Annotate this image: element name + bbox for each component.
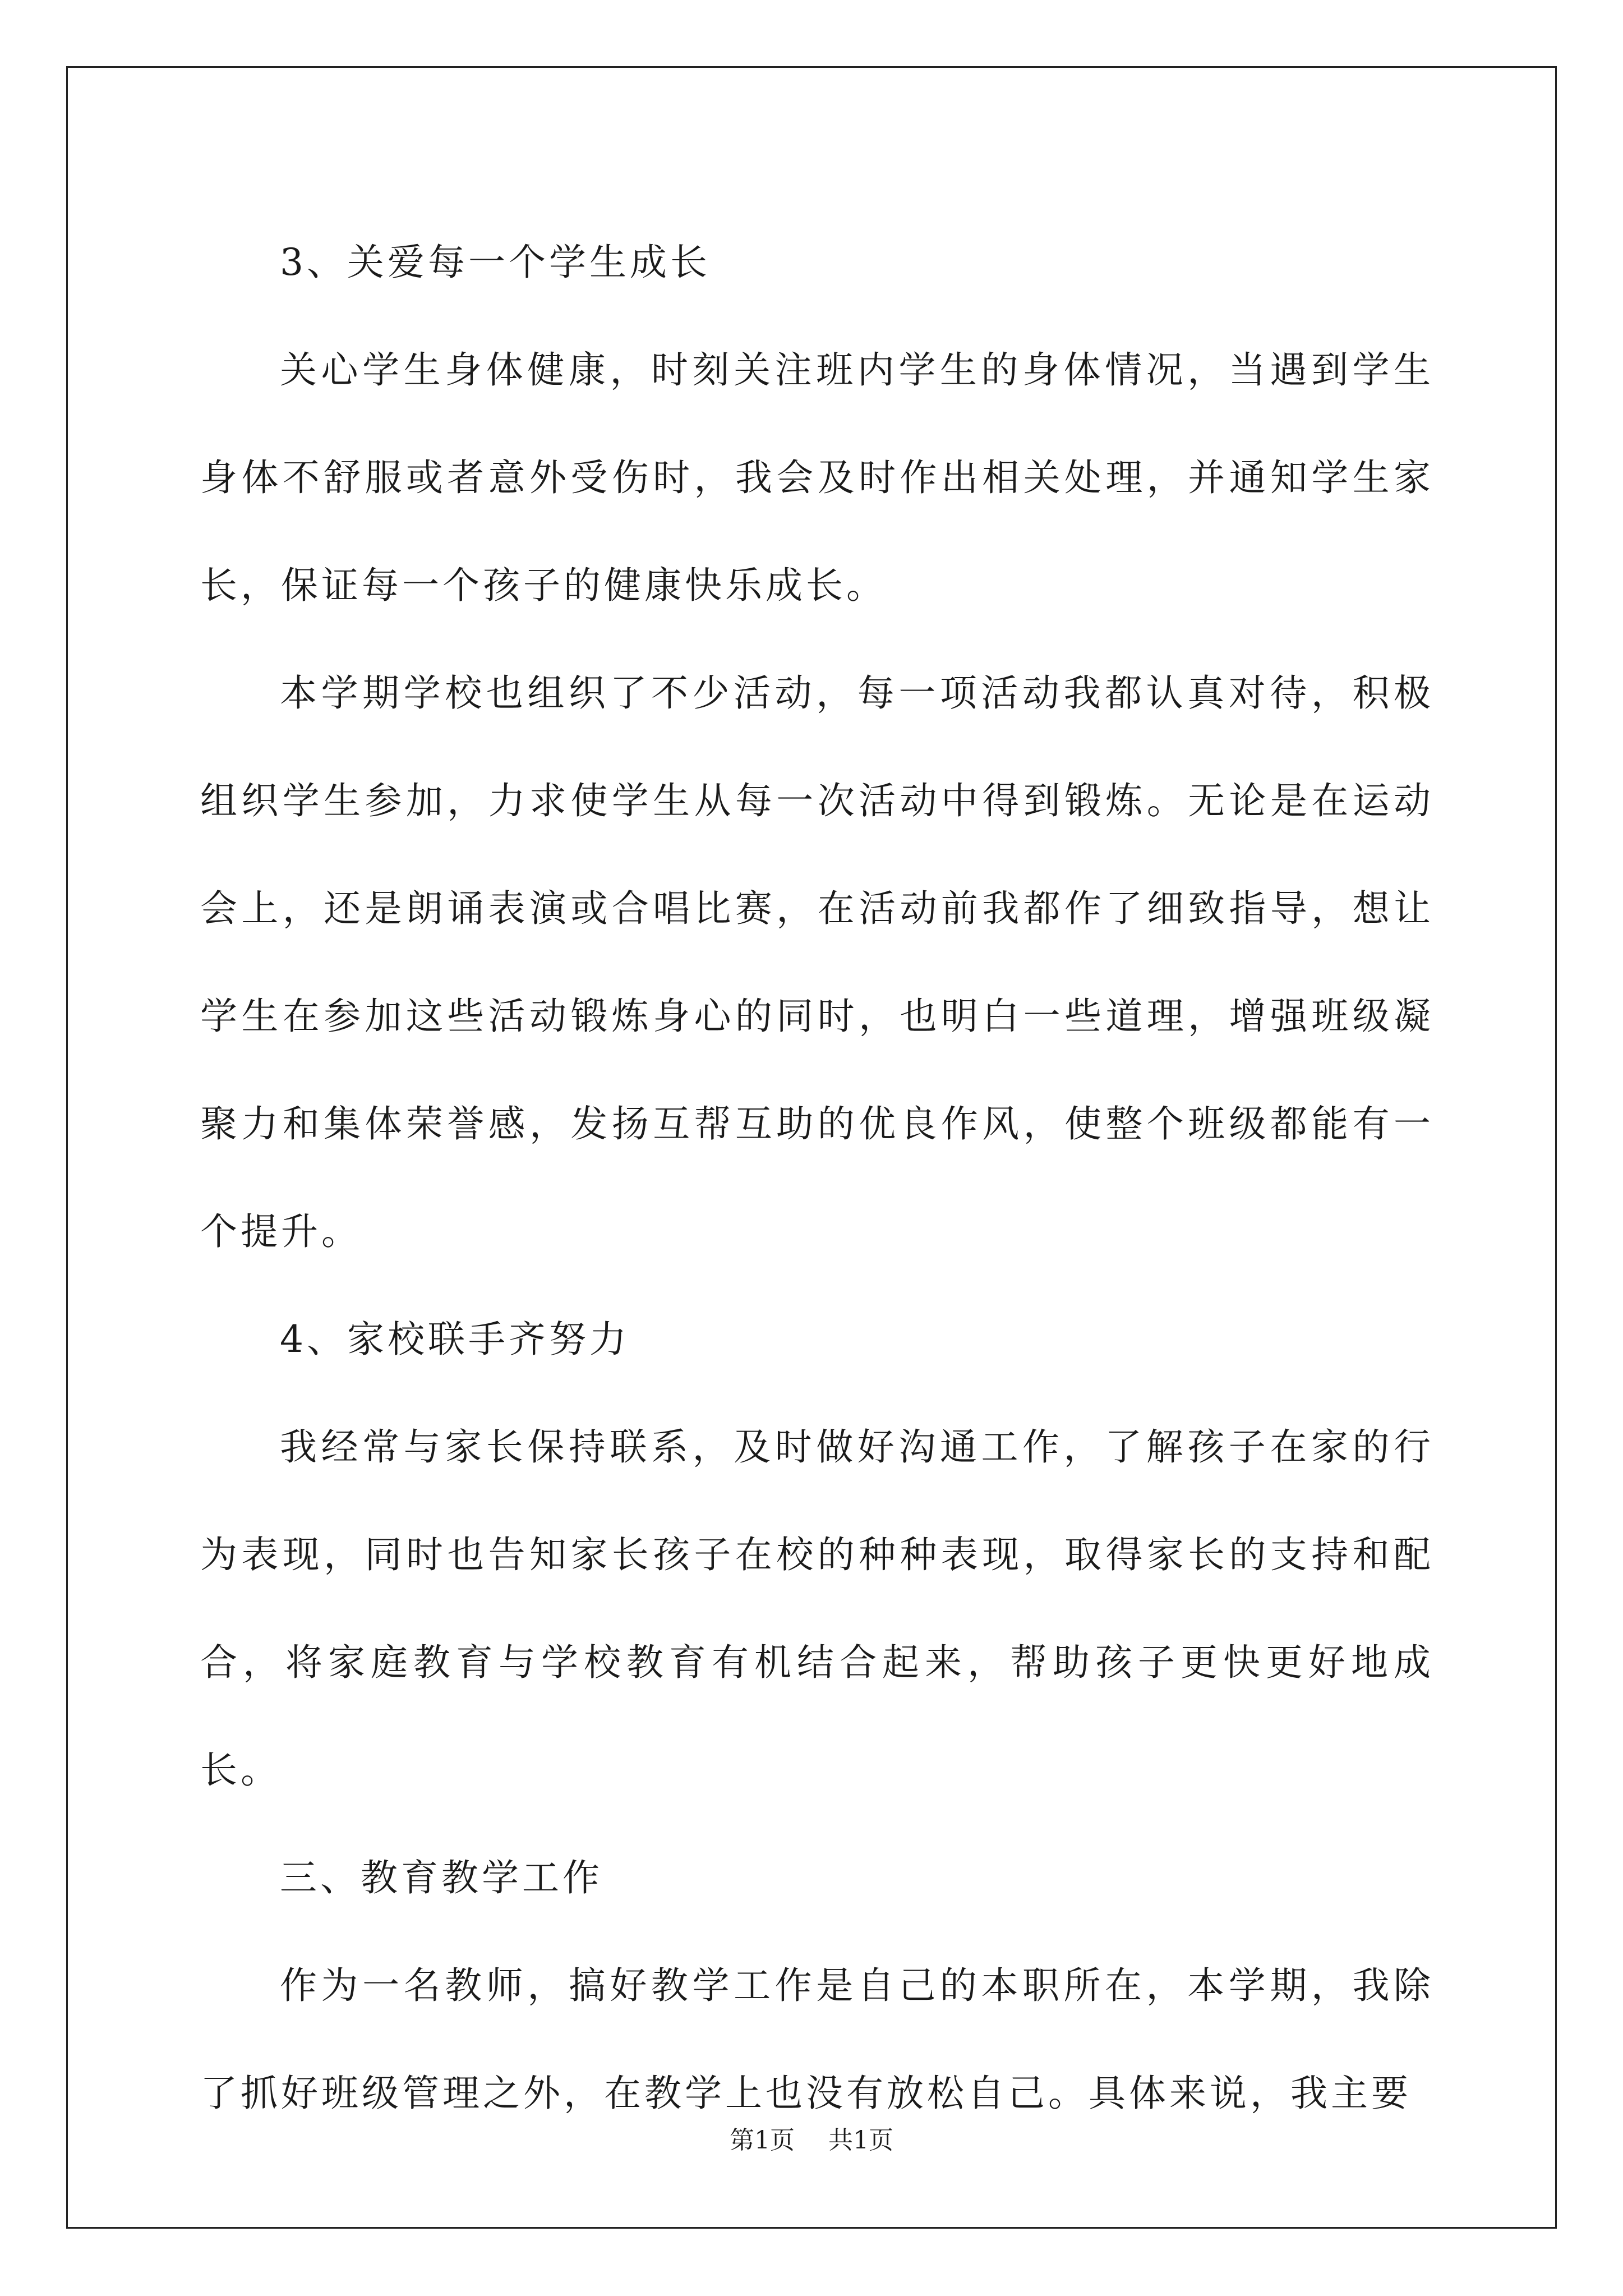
paragraph-activities: 本学期学校也组织了不少活动，每一项活动我都认真对待，积极组织学生参加，力求使学生从每一次活动中得到锻炼。无论是在运动会上，还是朗诵表演或合唱比赛，在活动前我都作了细致指导，想让学生在参加这些活动锻炼身心的同时，也明白一些道理，增强班级凝聚力和集体荣誉感，发扬互帮互助的优良作风，使整个班级都能有一个提升。	[200, 671, 1434, 1253]
paragraph-teaching: 作为一名教师，搞好教学工作是自己的本职所在，本学期，我除了抓好班级管理之外，在教学上也没有放松自己。具体来说，我主要	[200, 1964, 1434, 2115]
page-footer	[0, 2125, 1623, 2156]
paragraph-parents: 我经常与家长保持联系，及时做好沟通工作，了解孩子在家的行为表现，同时也告知家长孩子在校的种种表现，取得家长的支持和配合，将家庭教育与学校教育有机结合起来，帮助孩子更快更好地成长。	[200, 1425, 1434, 1792]
section-heading-home-school: 4、家校联手齐努力	[280, 1318, 630, 1361]
paragraph-health: 关心学生身体健康，时刻关注班内学生的身体情况，当遇到学生身体不舒服或者意外受伤时，我会及时作出相关处理，并通知学生家长，保证每一个孩子的健康快乐成长。	[200, 348, 1434, 607]
section-heading-care: 3、关爱每一个学生成长	[280, 241, 711, 284]
page-number: 第1页	[730, 2126, 795, 2155]
document-body	[200, 209, 1434, 2147]
section-heading-teaching: 三、教育教学工作	[280, 1856, 603, 1899]
page-total: 共1页	[828, 2126, 893, 2155]
